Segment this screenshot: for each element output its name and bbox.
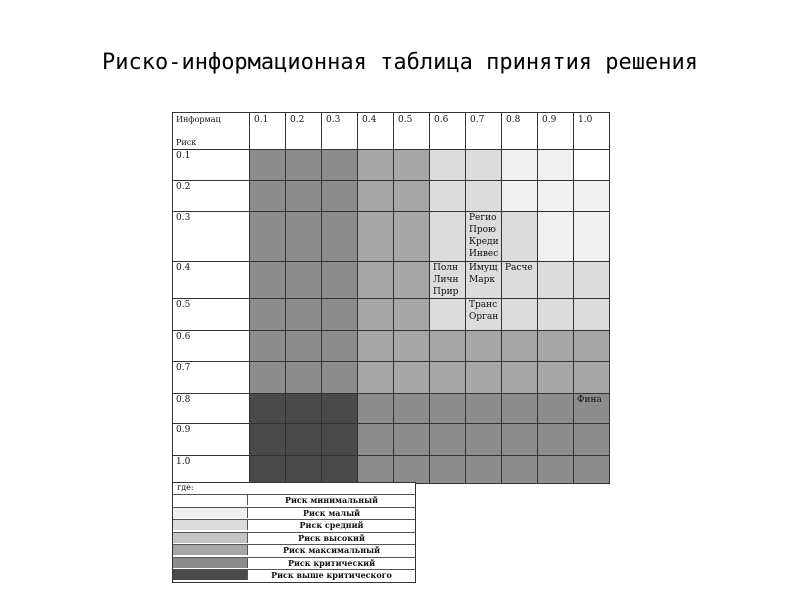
legend-swatch	[173, 508, 248, 518]
matrix-cell	[358, 456, 394, 483]
matrix-cell	[538, 262, 574, 299]
info-value-label: 0.1	[254, 115, 269, 125]
info-header-cell	[466, 113, 502, 150]
matrix-cell	[394, 331, 430, 362]
matrix-cell	[574, 212, 609, 262]
risk-value-label: 0.3	[176, 213, 191, 223]
legend-label: Риск максимальный	[282, 545, 381, 555]
cell-text-label: Личн	[433, 275, 459, 285]
legend-label: Риск минимальный	[284, 495, 379, 505]
matrix-cell	[322, 181, 358, 212]
legend-label: Риск высокий	[298, 532, 365, 543]
info-value-label: 0.4	[362, 115, 377, 125]
legend-swatch	[173, 570, 248, 580]
info-header-cell	[394, 113, 430, 150]
matrix-cell	[250, 362, 286, 394]
matrix-cell	[394, 299, 430, 331]
matrix-cell	[430, 181, 466, 212]
risk-header-cell	[173, 394, 250, 424]
risk-header-cell	[173, 212, 250, 262]
legend-item	[173, 544, 415, 555]
matrix-cell	[358, 362, 394, 394]
matrix-cell	[538, 456, 574, 483]
legend-label: Риск средний	[299, 520, 364, 530]
info-value-label: 0.8	[506, 115, 521, 125]
risk-value-label: 1.0	[176, 457, 191, 467]
matrix-cell	[250, 212, 286, 262]
matrix-cell	[286, 150, 322, 181]
matrix-cell	[466, 331, 502, 362]
risk-axis-label: Риск	[176, 138, 197, 147]
legend-swatch	[173, 533, 248, 543]
matrix-cell	[286, 181, 322, 212]
matrix-cell	[430, 331, 466, 362]
matrix-cell	[574, 456, 609, 483]
matrix-cell	[538, 299, 574, 331]
matrix-cell	[538, 331, 574, 362]
matrix-cell	[358, 331, 394, 362]
cell-text-label: Расче	[505, 263, 533, 273]
matrix-cell	[430, 362, 466, 394]
matrix-cell	[502, 150, 538, 181]
matrix-cell	[538, 424, 574, 456]
matrix-cell	[250, 262, 286, 299]
info-header-cell	[286, 113, 322, 150]
legend-swatch	[173, 520, 248, 530]
info-header-cell	[250, 113, 286, 150]
info-header-cell	[538, 113, 574, 150]
cell-text-label: Имущ	[469, 263, 498, 273]
matrix-cell	[574, 331, 609, 362]
cell-text-label: Транс	[469, 300, 498, 310]
matrix-cell	[250, 424, 286, 456]
matrix-cell	[322, 212, 358, 262]
matrix-cell	[286, 456, 322, 483]
cell-text-label: Орган	[469, 312, 499, 322]
matrix-cell	[322, 394, 358, 424]
matrix-cell	[574, 181, 609, 212]
matrix-cell	[466, 456, 502, 483]
cell-text-label: Креди	[469, 237, 499, 247]
matrix-cell	[358, 150, 394, 181]
risk-header-cell	[173, 150, 250, 181]
matrix-cell	[394, 456, 430, 483]
legend-swatch	[173, 495, 248, 505]
matrix-cell	[574, 394, 609, 424]
matrix-cell	[322, 362, 358, 394]
legend-item	[173, 569, 415, 580]
legend-label: Риск выше критического	[271, 570, 392, 580]
legend-swatch	[173, 545, 248, 555]
matrix-cell	[538, 181, 574, 212]
info-value-label: 0.7	[470, 115, 485, 125]
table-corner-cell	[173, 113, 250, 150]
cell-text-label: Фина	[577, 395, 602, 405]
risk-header-cell	[173, 456, 250, 483]
matrix-cell	[430, 212, 466, 262]
info-value-label: 0.6	[434, 115, 449, 125]
info-header-cell	[574, 113, 609, 150]
matrix-cell	[502, 181, 538, 212]
risk-value-label: 0.4	[176, 263, 191, 273]
risk-value-label: 0.9	[176, 425, 191, 435]
cell-text-label: Прою	[469, 225, 496, 235]
legend	[172, 482, 416, 583]
cell-text-label: Инвес	[469, 249, 499, 259]
matrix-cell	[466, 150, 502, 181]
matrix-cell	[502, 394, 538, 424]
info-value-label: 1.0	[578, 115, 593, 125]
info-header-cell	[322, 113, 358, 150]
matrix-cell	[466, 394, 502, 424]
matrix-cell	[502, 456, 538, 483]
info-value-label: 0.5	[398, 115, 413, 125]
cell-text-label: Прир	[433, 287, 459, 297]
matrix-cell	[502, 212, 538, 262]
matrix-cell	[538, 362, 574, 394]
matrix-cell	[322, 424, 358, 456]
legend-swatch	[173, 558, 248, 568]
matrix-cell	[466, 299, 502, 331]
matrix-cell	[286, 212, 322, 262]
matrix-cell	[430, 150, 466, 181]
matrix-cell	[502, 299, 538, 331]
info-value-label: 0.3	[326, 115, 341, 125]
matrix-cell	[322, 299, 358, 331]
matrix-cell	[286, 331, 322, 362]
cell-text-label: Регио	[469, 213, 497, 223]
matrix-cell	[502, 331, 538, 362]
matrix-cell	[322, 262, 358, 299]
matrix-cell	[502, 262, 538, 299]
matrix-cell	[574, 262, 609, 299]
risk-value-label: 0.5	[176, 300, 191, 310]
matrix-cell	[430, 299, 466, 331]
risk-header-cell	[173, 262, 250, 299]
legend-item	[173, 532, 415, 543]
matrix-cell	[574, 362, 609, 394]
matrix-cell	[538, 394, 574, 424]
info-header-cell	[502, 113, 538, 150]
matrix-cell	[394, 394, 430, 424]
matrix-cell	[358, 394, 394, 424]
matrix-cell	[358, 299, 394, 331]
matrix-cell	[358, 262, 394, 299]
matrix-cell	[286, 262, 322, 299]
risk-header-cell	[173, 181, 250, 212]
risk-information-table	[172, 112, 610, 484]
matrix-cell	[430, 456, 466, 483]
risk-header-cell	[173, 331, 250, 362]
matrix-cell	[394, 362, 430, 394]
matrix-cell	[250, 331, 286, 362]
matrix-cell	[394, 212, 430, 262]
matrix-cell	[358, 424, 394, 456]
matrix-cell	[466, 362, 502, 394]
matrix-cell	[466, 262, 502, 299]
matrix-cell	[286, 424, 322, 456]
matrix-cell	[502, 424, 538, 456]
matrix-cell	[286, 394, 322, 424]
risk-header-cell	[173, 299, 250, 331]
risk-value-label: 0.6	[176, 332, 191, 342]
info-value-label: 0.9	[542, 115, 557, 125]
matrix-cell	[250, 181, 286, 212]
matrix-cell	[538, 212, 574, 262]
matrix-cell	[322, 150, 358, 181]
legend-label: Риск малый	[302, 507, 361, 518]
matrix-cell	[250, 299, 286, 331]
matrix-cell	[394, 424, 430, 456]
matrix-cell	[250, 394, 286, 424]
matrix-cell	[574, 299, 609, 331]
risk-value-label: 0.2	[176, 182, 191, 192]
risk-header-cell	[173, 362, 250, 394]
risk-header-cell	[173, 424, 250, 456]
risk-value-label: 0.1	[176, 151, 191, 161]
matrix-cell	[250, 456, 286, 483]
matrix-cell	[322, 331, 358, 362]
matrix-cell	[430, 262, 466, 299]
matrix-cell	[286, 362, 322, 394]
information-axis-label: Информац	[176, 115, 221, 124]
legend-heading: где:	[177, 483, 194, 492]
matrix-cell	[466, 424, 502, 456]
info-header-cell	[430, 113, 466, 150]
matrix-cell	[466, 181, 502, 212]
matrix-cell	[358, 212, 394, 262]
matrix-cell	[502, 362, 538, 394]
legend-item	[173, 494, 415, 505]
matrix-cell	[430, 394, 466, 424]
matrix-cell	[430, 424, 466, 456]
matrix-cell	[466, 212, 502, 262]
risk-value-label: 0.8	[176, 395, 191, 405]
matrix-cell	[358, 181, 394, 212]
info-header-cell	[358, 113, 394, 150]
matrix-cell	[574, 424, 609, 456]
matrix-cell	[394, 181, 430, 212]
page-title: Риско-информационная таблица принятия решения	[101, 50, 699, 75]
matrix-cell	[322, 456, 358, 483]
legend-item	[173, 557, 415, 568]
matrix-cell	[574, 150, 609, 181]
matrix-cell	[250, 150, 286, 181]
legend-item	[173, 519, 415, 530]
legend-label: Риск критический	[287, 557, 376, 568]
matrix-cell	[538, 150, 574, 181]
matrix-cell	[286, 299, 322, 331]
cell-text-label: Полн	[433, 263, 458, 273]
matrix-cell	[394, 150, 430, 181]
legend-item	[173, 507, 415, 518]
matrix-cell	[394, 262, 430, 299]
cell-text-label: Марк	[469, 275, 495, 285]
info-value-label: 0.2	[290, 115, 305, 125]
risk-value-label: 0.7	[176, 363, 191, 373]
